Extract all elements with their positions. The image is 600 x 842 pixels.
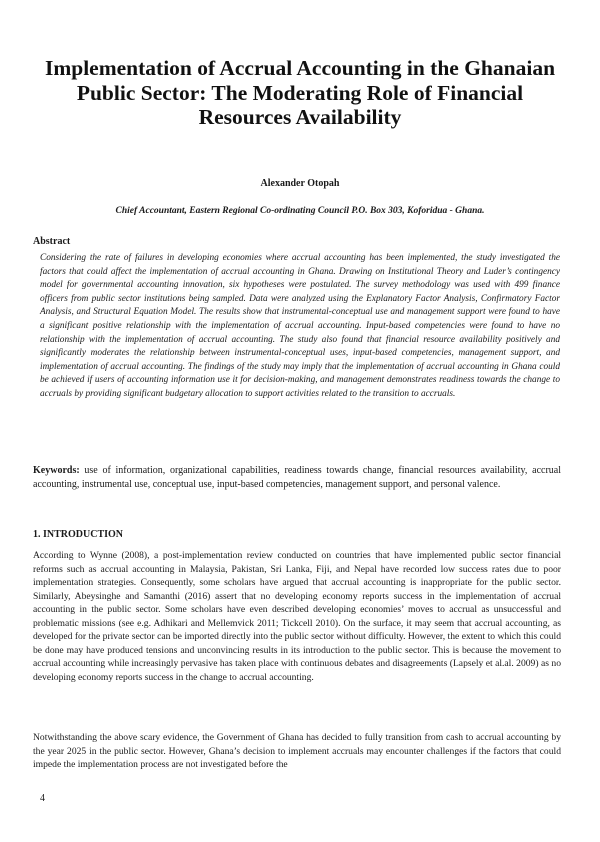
author-name: Alexander Otopah — [260, 178, 340, 189]
author-affiliation: Chief Accountant, Eastern Regional Co-ordinating Council P.O. Box 303, Koforidua - Ghana. — [115, 206, 485, 216]
intro-paragraph-2: Notwithstanding the above scary evidence, the Government of Ghana has decided to fully transition from cash to accrual accounting by the year 2025 in the public sector. However, Ghana’s decision to implement accruals may encounter challenges if the factors that could impede the implementation process are not investigated before the — [33, 732, 561, 770]
abstract-heading: Abstract — [33, 236, 71, 247]
keywords-text: use of information, organizational capabilities, readiness towards change, financial resources availability, accrual accounting, instrumental use, conceptual use, input-based competencies, management support, and personal valence. — [33, 465, 561, 490]
abstract-text: Considering the rate of failures in developing economies where accrual accounting has been implemented, the study investigated the factors that could affect the implementation of accrual accounting in Ghana. Drawing on Institutional Theory and Luder’s contingency model for governmental accounting innovation, six hypotheses were postulated. The survey methodology was used with 499 finance officers from public sector institutions being sampled. Data were analyzed using the Explanatory Factor Analysis, Confirmatory Factor Analysis, and Structural Equation Model. The results show that instrumental-conceptual use and management support were found to have a significant positive relationship with the implementation of accrual accounting. Input-based competencies were found to have no relationship with the implementation of accrual accounting. The study also found that financial resource availability positively and significantly moderates the relationship between instrumental-conceptual uses, input-based competencies, management support, and implementation of accrual accounting. The findings of the study may imply that the implementation of accrual accounting in Ghana could be achieved if users of accounting information use it for decision-making, and management demonstrates readiness towards the change to accruals by providing significant budgetary allocation to support activities related to the transition to accruals. — [40, 253, 560, 399]
paper-title: Implementation of Accrual Accounting in the Ghanaian Public Sector: The Moderating Role of Financial Resources Availability — [44, 56, 556, 129]
keywords-label: Keywords: — [33, 465, 80, 476]
page-number: 4 — [40, 793, 45, 804]
section-heading-introduction: 1. INTRODUCTION — [33, 529, 124, 540]
intro-paragraph-1: According to Wynne (2008), a post-implementation review conducted on countries that have implemented public sector financial reforms such as accrual accounting in Malaysia, Pakistan, Sri Lanka, Fiji, and Nepal have recorded low success rates due to poor implementation strategies. Consequently, some scholars have argued that accrual accounting is inappropriate for the public sector. Similarly, Abeysinghe and Samanthi (2016) assert that no developing economy reports success in the implementation of accrual accounting in the public sector. Some scholars have even described developing economies’ moves to accrual as unsuccessful and problematic missions (see e.g. Adhikari and Mellemvick 2011; Tickcell 2010). On the surface, it may seem that accrual accounting, as developed for the private sector can be imported directly into the public sector without difficulty. However, the extent to which this could be done may have produced tensions and unconvincing results in its introduction to the public sector. This is because the movement to accrual accounting while increasingly pervasive has taken place with continuous debates and disagreements (Lapsely et al.al. 2009) as no developing economy reports success in the change to accrual accounting. — [33, 550, 561, 683]
keywords — [33, 464, 561, 491]
